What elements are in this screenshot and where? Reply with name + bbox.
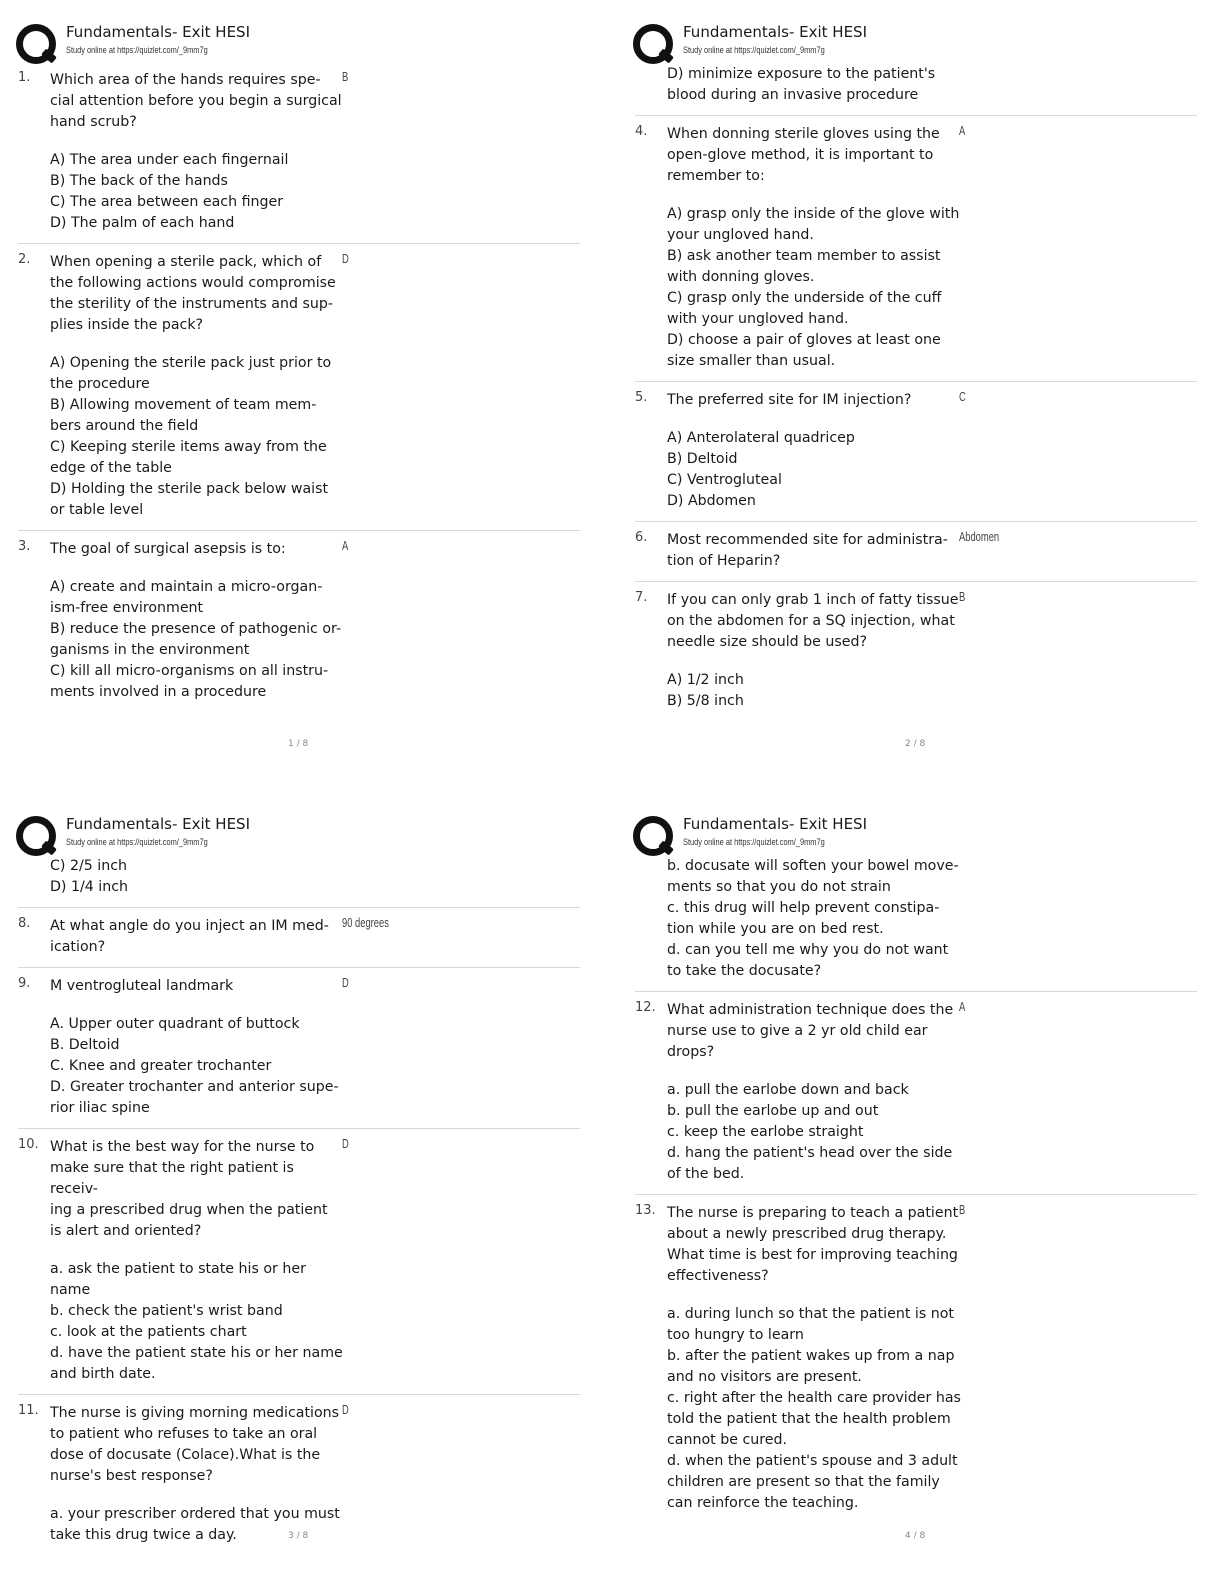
doc-source-link[interactable]: Study online at https://quizlet.com/_9mm7g	[66, 45, 208, 56]
question-item	[635, 582, 1197, 721]
question-number: 8.	[18, 916, 31, 931]
question-number: 6.	[635, 530, 648, 545]
answer-options: a. pull the earlobe down and back b. pull the earlobe up and out c. keep the earlobe straight d. hang the patient's head over the side of the bed.	[667, 1082, 953, 1182]
answer-text: D	[342, 1137, 349, 1151]
answer-text: D	[342, 976, 349, 990]
quizlet-logo-icon	[633, 24, 673, 64]
page-number: 1 / 8	[288, 739, 309, 749]
page-number: 3 / 8	[288, 1531, 309, 1541]
question-text: At what angle do you inject an IM med- ication?	[50, 918, 329, 955]
answer-options: A) Anterolateral quadricep B) Deltoid C) Ventrogluteal D) Abdomen	[667, 430, 855, 509]
question-item	[18, 62, 580, 244]
quizlet-logo-icon	[16, 816, 56, 856]
question-list	[635, 62, 1197, 721]
quizlet-logo-icon	[633, 816, 673, 856]
question-number: 3.	[18, 539, 31, 554]
question-number: 5.	[635, 390, 648, 405]
answer-text: D	[342, 252, 349, 266]
question-list	[18, 62, 580, 712]
question-text: Most recommended site for administra- tion of Heparin?	[667, 532, 948, 569]
question-text: The preferred site for IM injection?	[667, 392, 912, 408]
question-text: What administration technique does the nurse use to give a 2 yr old child ear drops?	[667, 1002, 954, 1060]
continued-text	[635, 854, 1197, 992]
doc-title: Fundamentals- Exit HESI	[66, 23, 250, 41]
continued-text	[635, 62, 1197, 116]
question-list	[18, 854, 580, 1555]
question-text: D) minimize exposure to the patient's blood during an invasive procedure	[667, 66, 936, 103]
question-number: 7.	[635, 590, 648, 605]
question-number: 9.	[18, 976, 31, 991]
question-item	[18, 531, 580, 712]
answer-options: A) Opening the sterile pack just prior to the procedure B) Allowing movement of team mem- bers around the field C) Keeping sterile items away from the edge of the table D) Holding the sterile pack below waist or table level	[50, 355, 332, 518]
question-text: What is the best way for the nurse to make sure that the right patient is receiv- ing a prescribed drug when the patient is alert and oriented?	[50, 1139, 328, 1239]
question-number: 10.	[18, 1137, 39, 1152]
answer-text: Abdomen	[959, 530, 1000, 544]
answer-text: 90 degrees	[342, 916, 389, 930]
answer-text: B	[959, 590, 966, 604]
continued-text	[18, 854, 580, 908]
doc-source-link[interactable]: Study online at https://quizlet.com/_9mm7g	[683, 45, 825, 56]
answer-text: D	[342, 1403, 349, 1417]
quizlet-logo-icon	[16, 24, 56, 64]
answer-text: B	[959, 1203, 966, 1217]
question-number: 2.	[18, 252, 31, 267]
question-text: When opening a sterile pack, which of the following actions would compromise the sterility of the instruments and sup- plies inside the pack?	[50, 254, 336, 333]
question-number: 11.	[18, 1403, 39, 1418]
question-number: 13.	[635, 1203, 656, 1218]
answer-text: A	[342, 539, 349, 553]
page-2	[617, 0, 1217, 792]
question-text: The nurse is giving morning medications to patient who refuses to take an oral dose of docusate (Colace).What is the nurse's best response?	[50, 1405, 340, 1484]
question-text: b. docusate will soften your bowel move- ments so that you do not strain c. this drug will help prevent constipa- tion while you are on bed rest. d. can you tell me why you do not want to take the docusate?	[667, 858, 959, 979]
question-text: Which area of the hands requires spe- cial attention before you begin a surgical hand scrub?	[50, 72, 342, 130]
question-number: 4.	[635, 124, 648, 139]
question-text: When donning sterile gloves using the open-glove method, it is important to remember to:	[667, 126, 940, 184]
question-text: The goal of surgical asepsis is to:	[50, 541, 286, 557]
page-4	[617, 792, 1217, 1584]
answer-options: A) The area under each fingernail B) The back of the hands C) The area between each finger D) The palm of each hand	[50, 152, 289, 231]
answer-text: A	[959, 124, 966, 138]
question-list	[635, 854, 1197, 1523]
question-text: M ventrogluteal landmark	[50, 978, 234, 994]
answer-options: a. during lunch so that the patient is not too hungry to learn b. after the patient wakes up from a nap and no visitors are present. c. right after the health care provider has told the patient that the health problem cannot be cured. d. when the patient's spouse and 3 adult children are present so that the family can reinforce the teaching.	[667, 1306, 961, 1511]
question-text: The nurse is preparing to teach a patient about a newly prescribed drug therapy. What time is best for improving teaching effectiveness?	[667, 1205, 959, 1284]
doc-source-link[interactable]: Study online at https://quizlet.com/_9mm7g	[683, 837, 825, 848]
question-item	[635, 382, 1197, 522]
question-item	[18, 908, 580, 968]
question-item	[18, 1129, 580, 1395]
question-text: If you can only grab 1 inch of fatty tissue on the abdomen for a SQ injection, what needle size should be used?	[667, 592, 959, 650]
answer-text: A	[959, 1000, 966, 1014]
question-number: 12.	[635, 1000, 656, 1015]
answer-options: A) grasp only the inside of the glove with your ungloved hand. B) ask another team member to assist with donning gloves. C) grasp only the underside of the cuff with your ungloved hand. D) choose a pair of gloves at least one size smaller than usual.	[667, 206, 960, 369]
answer-options: A. Upper outer quadrant of buttock B. Deltoid C. Knee and greater trochanter D. Greater trochanter and anterior supe- rior iliac spine	[50, 1016, 339, 1116]
question-number: 1.	[18, 70, 31, 85]
question-item	[635, 992, 1197, 1195]
answer-options: A) create and maintain a micro-organ- ism-free environment B) reduce the presence of pathogenic or- ganisms in the environment C) kill all micro-organisms on all instru- ments involved in a procedure	[50, 579, 342, 700]
page-number: 2 / 8	[905, 739, 926, 749]
question-item	[18, 968, 580, 1129]
page-1	[0, 0, 600, 792]
doc-source-link[interactable]: Study online at https://quizlet.com/_9mm7g	[66, 837, 208, 848]
question-item	[18, 244, 580, 531]
question-text: C) 2/5 inch D) 1/4 inch	[50, 858, 129, 895]
answer-options: A) 1/2 inch B) 5/8 inch	[667, 672, 744, 709]
page-number: 4 / 8	[905, 1531, 926, 1541]
doc-title: Fundamentals- Exit HESI	[66, 815, 250, 833]
question-item	[635, 522, 1197, 582]
doc-title: Fundamentals- Exit HESI	[683, 23, 867, 41]
answer-options: a. your prescriber ordered that you must take this drug twice a day.	[50, 1506, 340, 1543]
question-item	[635, 1195, 1197, 1523]
doc-title: Fundamentals- Exit HESI	[683, 815, 867, 833]
question-item	[635, 116, 1197, 382]
answer-text: B	[342, 70, 349, 84]
page-3	[0, 792, 600, 1584]
answer-text: C	[959, 390, 966, 404]
answer-options: a. ask the patient to state his or her name b. check the patient's wrist band c. look at the patients chart d. have the patient state his or her name and birth date.	[50, 1261, 343, 1382]
